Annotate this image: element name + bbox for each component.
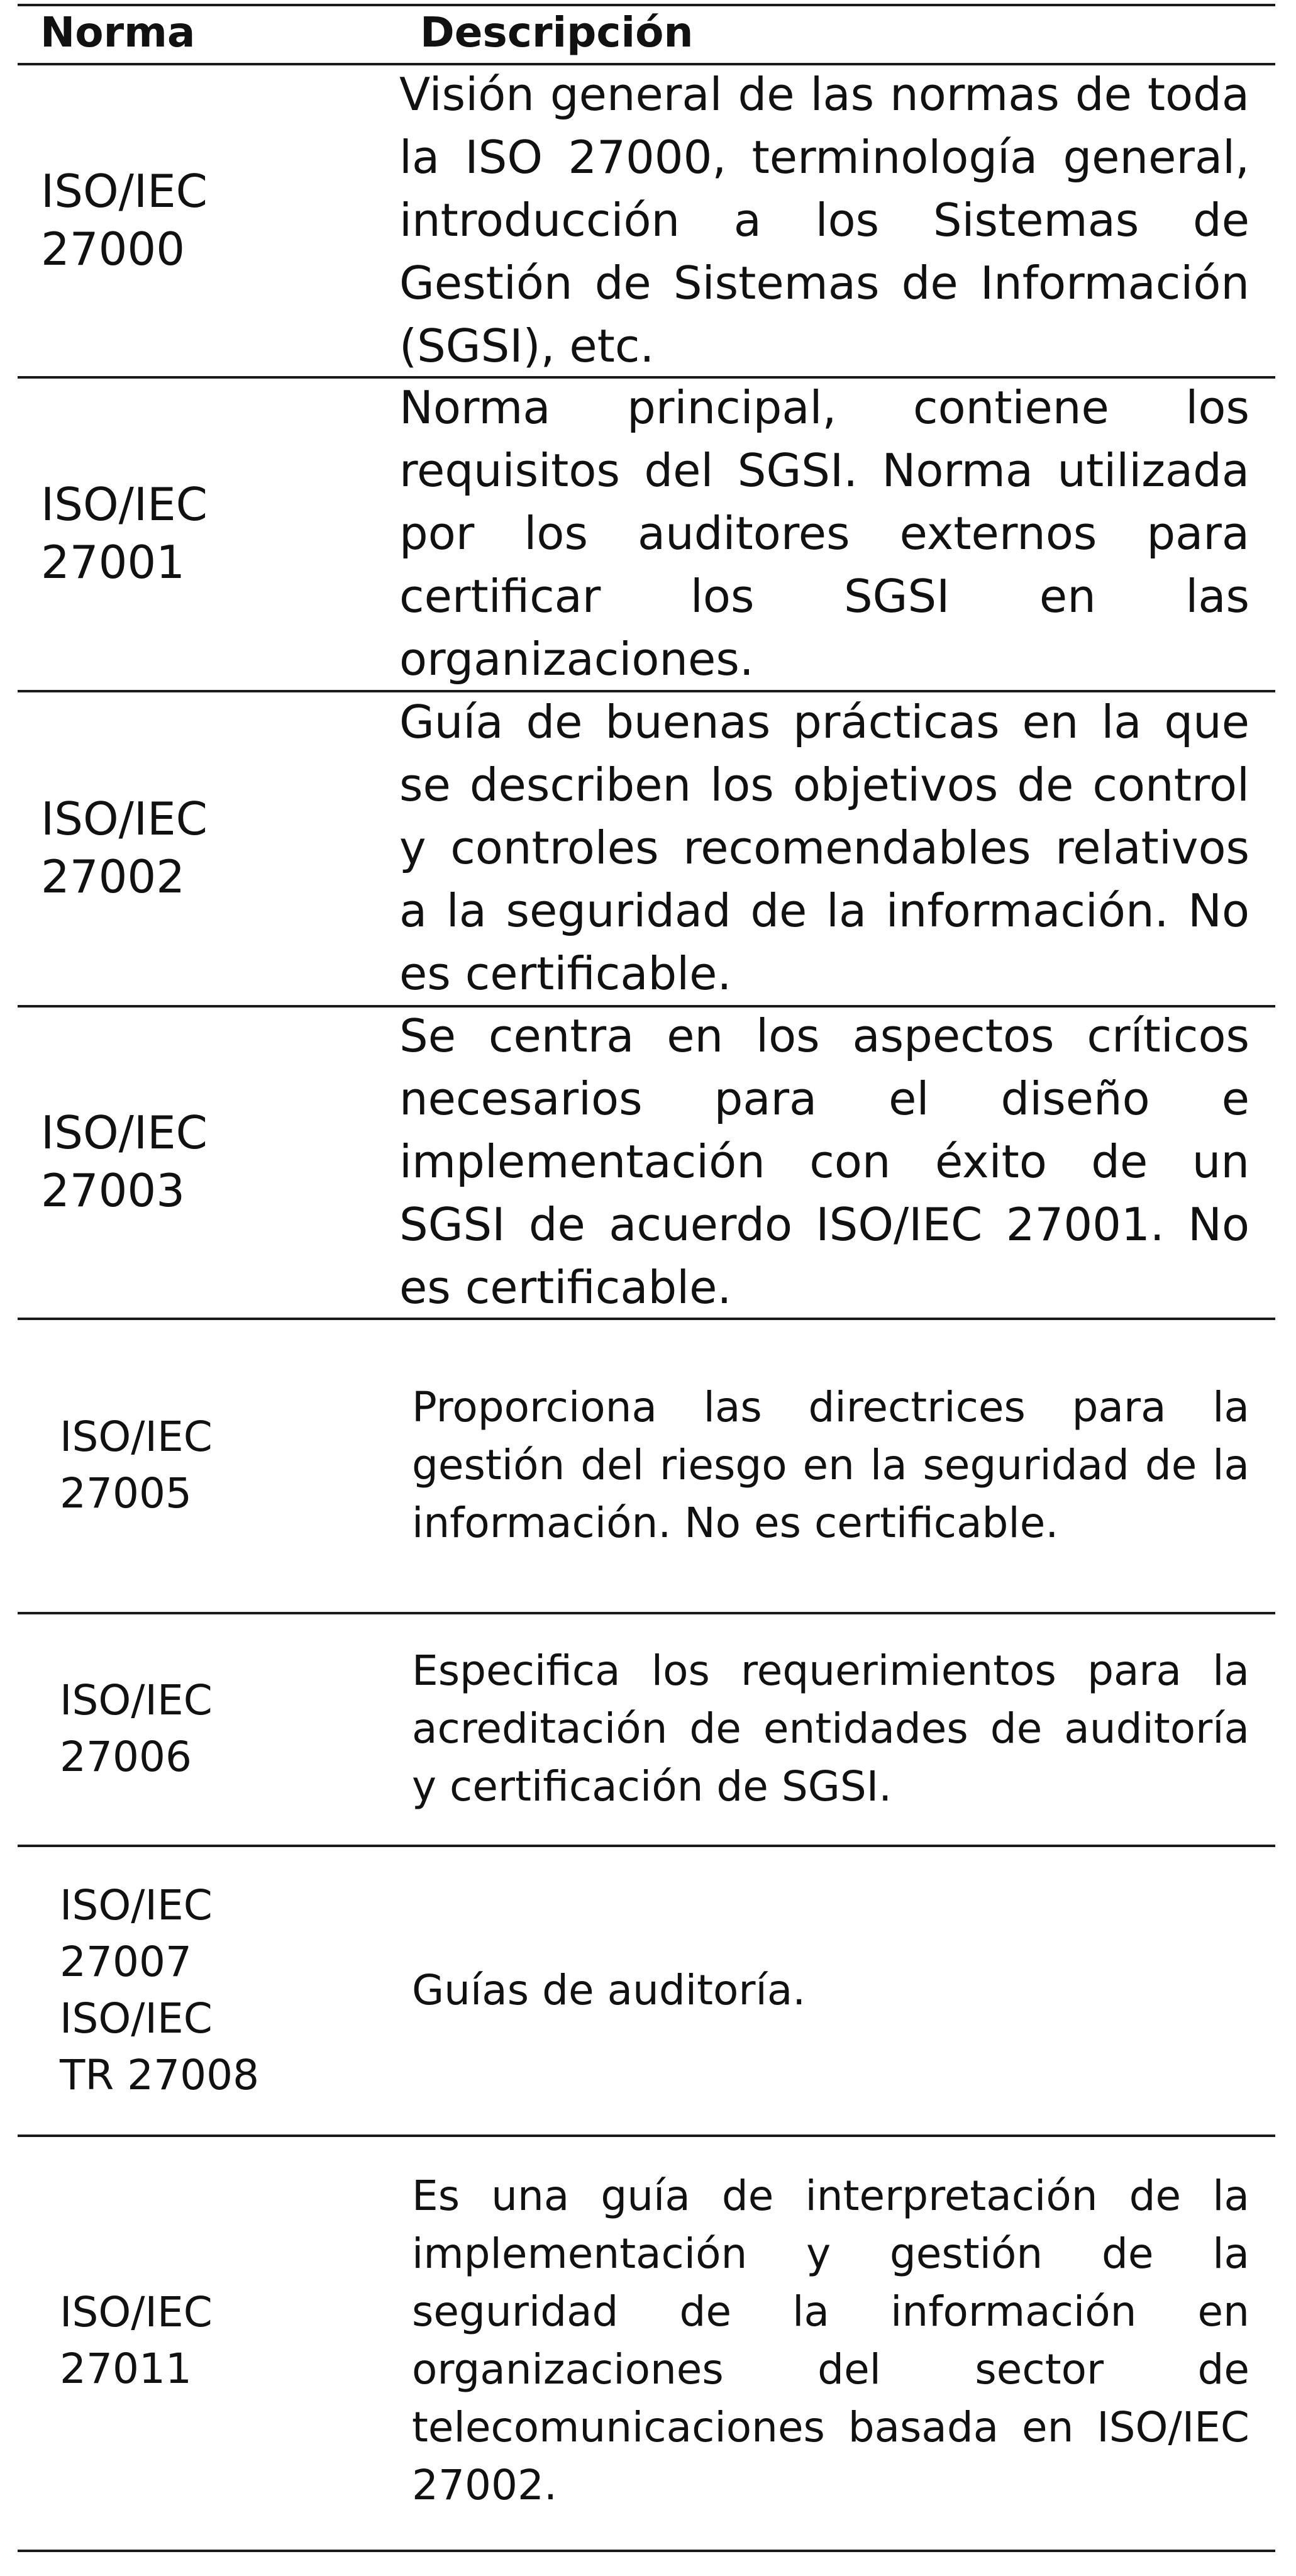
norma-cell: ISO/IEC 27011 bbox=[60, 2288, 213, 2393]
descripcion-cell: Es una guía de interpretación de la implementación y gestión de la seguridad de la información en organizaciones del sector de telecomunicaciones basada en ISO/IEC 27002. bbox=[412, 2172, 1249, 2509]
table-row bbox=[18, 65, 1275, 375]
header-descripcion: Descripción bbox=[420, 8, 694, 57]
table-row bbox=[18, 1008, 1275, 1316]
table-row bbox=[18, 2137, 1275, 2545]
descripcion-cell: Se centra en los aspectos críticos necesarios para el diseño e implementación con éxito de un SGSI de acuerdo ISO/IEC 27001. No es certificable. bbox=[399, 1009, 1249, 1314]
descripcion-cell: Guía de buenas prácticas en la que se describen los objetivos de control y controles recomendables relativos a la seguridad de la información. No es certificable. bbox=[399, 696, 1249, 1000]
table-bottom-rule bbox=[18, 2550, 1275, 2552]
header-norma: Norma bbox=[40, 8, 196, 57]
table-row bbox=[18, 379, 1275, 688]
table-row bbox=[18, 1320, 1275, 1611]
iso-standards-table bbox=[18, 0, 1275, 2576]
table-row bbox=[18, 1614, 1275, 1843]
descripcion-cell: Visión general de las normas de toda la ISO 27000, terminología general, introducción a los Sistemas de Gestión de Sistemas de Información (SGSI), etc. bbox=[399, 68, 1249, 372]
descripcion-cell: Proporciona las directrices para la gestión del riesgo en la seguridad de la información. No es certificable. bbox=[412, 1383, 1249, 1547]
table-row bbox=[18, 692, 1275, 1003]
table-top-rule bbox=[18, 4, 1275, 6]
descripcion-cell: Guías de auditoría. bbox=[412, 1965, 806, 2014]
norma-cell: ISO/IEC 27007 ISO/IEC TR 27008 bbox=[60, 1880, 260, 2099]
norma-cell: ISO/IEC 27000 bbox=[41, 165, 208, 275]
norma-cell: ISO/IEC 27002 bbox=[41, 792, 208, 903]
norma-cell: ISO/IEC 27005 bbox=[60, 1413, 213, 1518]
table-row bbox=[18, 1847, 1275, 2133]
descripcion-cell: Norma principal, contiene los requisitos del SGSI. Norma utilizada por los auditores externos para certificar los SGSI en las organizaciones. bbox=[399, 381, 1249, 686]
descripcion-cell: Especifica los requerimientos para la acreditación de entidades de auditoría y certificación de SGSI. bbox=[412, 1646, 1249, 1811]
norma-cell: ISO/IEC 27001 bbox=[41, 478, 208, 589]
norma-cell: ISO/IEC 27003 bbox=[41, 1106, 208, 1217]
norma-cell: ISO/IEC 27006 bbox=[60, 1676, 213, 1781]
